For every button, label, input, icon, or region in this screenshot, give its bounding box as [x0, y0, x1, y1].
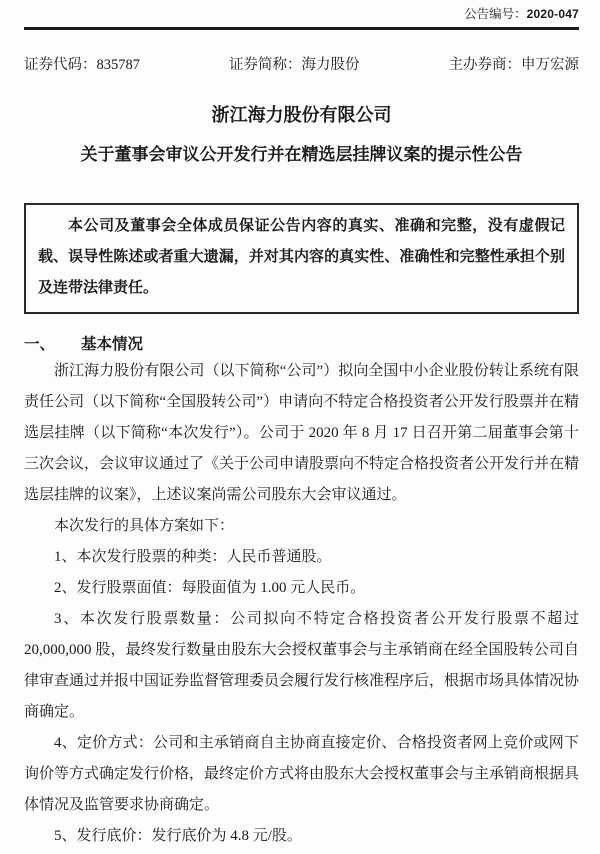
list-item-3-share-quantity: 3、本次发行股票数量：公司拟向不特定合格投资者公开发行股票不超过 20,000,000 股，最终发行数量由股东大会授权董事会与主承销商在经全国股转公司自律审查通过并报中国证券监督管理委员会履行发行核准程序后，根据市场具体情况协商确定。 [24, 610, 580, 720]
securities-code-value: 835787 [96, 56, 140, 73]
securities-code [24, 55, 140, 75]
list-item-1-share-type: 1、本次发行股票的种类：人民币普通股。 [54, 548, 332, 565]
section-heading-basic-info [24, 334, 579, 356]
section-index: 一、 [24, 335, 56, 353]
announcement-number [24, 6, 579, 23]
sponsor-label: 主办券商： [448, 56, 521, 73]
securities-name [229, 55, 360, 75]
list-item-2-par-value: 2、发行股票面值：每股面值为 1.00 元人民币。 [54, 579, 366, 596]
header-rule [24, 27, 579, 30]
announcement-subject-title: 关于董事会审议公开发行并在精选层挂牌议案的提示性公告 [80, 144, 523, 164]
paragraph-plan-lead-in: 本次发行的具体方案如下： [54, 517, 235, 534]
announcement-number-value: 2020-047 [526, 7, 579, 21]
sponsor-value: 申万宏源 [521, 56, 579, 73]
list-item-5-floor-price: 5、发行底价：发行底价为 4.8 元/股。 [54, 827, 302, 844]
disclaimer-text: 本公司及董事会全体成员保证公告内容的真实、准确和完整，没有虚假记载、误导性陈述或者重大遗漏，并对其内容的真实性、准确性和完整性承担个别及连带法律责任。 [38, 217, 565, 296]
announcement-number-label: 公告编号： [464, 7, 527, 21]
securities-name-value: 海力股份 [301, 56, 360, 73]
disclaimer-box [24, 203, 579, 314]
paragraph-intro: 浙江海力股份有限公司（以下简称“公司”）拟向全国中小企业股份转让系统有限责任公司（以下简称“全国股转公司”）申请向不特定合格投资者公开发行股票并在精选层挂牌（以下简称“本次发行”）。公司于 2020 年 8 月 17 日召开第二届董事会第十三次会议，会议审议通过了《关于公司申请股票向不特定合格投资者公开发行并在精选层挂牌的议案》，上述议案尚需公司股东大会审议通过。 [24, 362, 580, 503]
company-title: 浙江海力股份有限公司 [211, 104, 392, 125]
securities-name-label: 证券简称： [229, 56, 302, 73]
securities-code-label: 证券代码： [24, 56, 97, 73]
securities-info-bar [24, 55, 579, 75]
list-item-4-pricing-method: 4、定价方式：公司和主承销商自主协商直接定价、合格投资者网上竞价或网下询价等方式确定发行价格，最终定价方式将由股东大会授权董事会与主承销商根据具体情况及监管要求协商确定。 [24, 734, 580, 813]
sponsor [449, 55, 580, 75]
section-title: 基本情况 [81, 335, 144, 353]
